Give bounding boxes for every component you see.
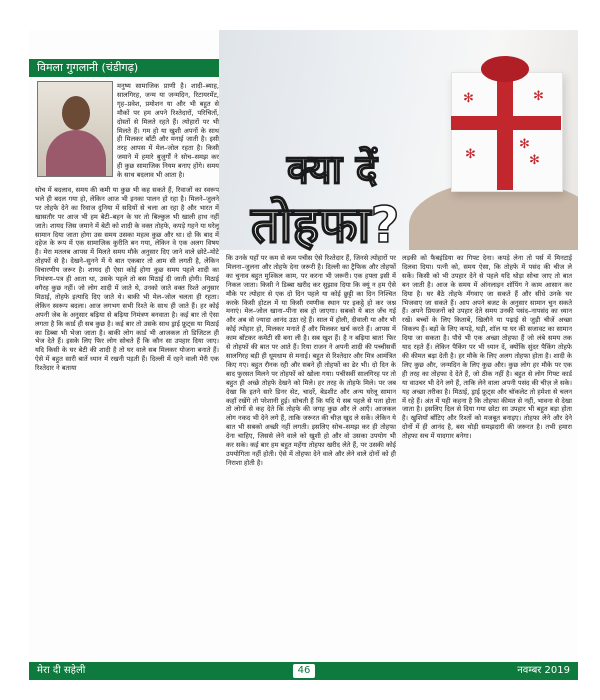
article-column-1: सोच में बदलाव, समय की कमी या कुछ भी कह सकते हैं, रिवाजों का स्वरूप भले ही बदल गया हो, लेकिन आज भी इनका पालन हो रहा है। मिलने–जुलने पर तोहफे देने का रिवाज दुनिया में सदियों से चला आ रहा है और भारत में खासतौर पर आज भी हम बेटी–बहन के घर तो बिल्कुल भी खाली हाथ नहीं जाते। शायद जिस जमाने में बेटी को शादी के वक्त तोहफे, कपड़े गहने या घरेलू सामान दिया जाता होगा उस समय उसका महत्व कुछ और था। दो कि बाद में दहेज के रूप में एक सामाजिक कुरीति बन गया, लेकिन वे एक अलग विषय है। मेरा मतलब आपस में मिलते समय मौके अनुसार दिए जाने वाले छोटे–मोटे तोहफों से है। देखने–सुनने में ये बात एकबार तो आम सी लगती है, लेकिन विचारणीय जरूर है। शायद ही ऐसा कोई होगा कुछ समय पहले शादी का निमंत्रण–पत्र ही आता था, उसके पहले तो बस मिठाई दी जाती होगी। मिठाई वगैरह कुछ नहीं। जो लोग शादी में जाते थे, उनको जाते वक्त रिश्ते अनुसार मिठाई, तोहफे इत्यादि दिए जाते थे। बाकी भी मेल–जोल चलता ही रहता। लेकिन स्वरूप बदला। आज लगभग सभी रिश्ते के साथ ही जाते हैं। हर कोई अपनी जेब के अनुसार बढ़िया से बढ़िया निमंत्रण बनवाता है। कई बार तो ऐसा लगता है कि कार्ड ही सब कुछ है। कई बार तो उसके साथ ड्राई फ्रूट्स या मिठाई का डिब्बा भी भेजा जाता है। बाकी लोग कार्ड भी आजकल तो डिजिटल ही भेज देते हैं। इसके लिए फिर लोग सोचते हैं कि कौन सा उपहार दिया जाए। यदि किसी के घर बेटी की शादी है तो घर वाले सब मिलकर योजना बनाते हैं। ऐसे में बहुत सारी बातें ध्यान में रखनी पड़ती हैं। दिल्ली में रहने वाली मेरी एक रिश्तेदार ने बताया [35, 186, 219, 373]
magazine-page [29, 30, 578, 680]
author-byline: विमला गुगलानी (चंडीगढ़) [29, 59, 219, 77]
article-title-line1: क्या दें [287, 147, 378, 193]
snowflake-icon: ✻ [465, 147, 476, 162]
article-column-2: कि उनके यहाँ पर कम से कम पचीस ऐसे रिश्तेदार हैं, जिनसे त्योहारों पर मिलना–जुलना और तोहफे देना जरूरी है। दिल्ली का ट्रैफिक और तोहफों का चुनाव बहुत मुश्किल काम, पर करना भी जरूरी। एक हफ्ता इसी में निकल जाता। किसी ने डिब्बा खरीद कर सुझाव दिया कि क्यूं न हम ऐसे मौके पर त्योहार से एक दो दिन पहले या कोई छुट्टी का दिन निश्चित करके किसी होटल में या किसी रमणीक स्थान पर इकट्ठे हो कर जश्न मनाएं। मेल–जोल खाना–पीना सब हो जाएगा। सबको ये बात जँच गई और अब वो ज्यादा आनंद उठा रहे हैं। साल में होली, दीवाली या और भी कोई त्योहार हो, मिलकर मनाते हैं और मिलकर खर्च करते हैं। आपस में काम बाँटकर कमेटी सी बना ली है। सब खुश हैं। है न बढ़िया बात! फिर से तोहफों की बात पर आते हैं। रिया राजन ने अपनी शादी की पच्चीसवीं सालगिरह बड़ी ही धूमधाम से मनाई। बहुत से रिश्तेदार और मित्र आमंत्रित किए गए। बहुत रौनक रही और सबने ही तोहफों का ढेर भी। दो दिन के बाद फुरसत मिलने पर तोहफों को खोला गया। पचीसवीं सालगिरह पर तो बहुत ही अच्छे तोहफे देखने को मिले। हर तरह के तोहफे मिले। पर जब देखा कि इतने सारे डिनर सेट, चादरें, बेडशीट और अन्य घरेलू सामान कहाँ रखेंगे तो परेशानी हुई। सोचती हैं कि यदि ये सब पहले से पता होता तो लोगों से कह देते कि तोहफे की जगह कुछ और ले आएँ। आजकल लोग नकद भी देने लगे हैं, ताकि जरूरत की चीज़ खुद ले सकें। लेकिन ये बात भी सबको अच्छी नहीं लगती। इसलिए सोच–समझ कर ही तोहफा देना चाहिए, जिससे लेने वाले को खुशी हो और वो उसका उपयोग भी कर सके। कई बार हम बहुत महँगा तोहफा खरीद लेते हैं, पर उसकी कोई उपयोगिता नहीं होती। ऐसे में तोहफा देने वाले और लेने वाले दोनों को ही निराशा होती है। [226, 254, 396, 467]
page-footer [29, 662, 578, 680]
gift-ribbon-vertical [497, 72, 513, 190]
snowflake-icon: ✻ [463, 91, 474, 106]
snowflake-icon: ✻ [533, 89, 544, 104]
author-photo [37, 81, 113, 177]
gift-bow [481, 56, 529, 82]
author-photo-head [62, 96, 90, 130]
issue-month: नवम्बर 2019 [517, 665, 570, 676]
article-intro-paragraph: मनुष्य सामाजिक प्राणी है। शादी–ब्याह, सालगिरह, जन्म या जन्मदिन, रिटायरमेंट, गृह–प्रवेश, प्रमोशन या और भी बहुत से मौकों पर हम अपने रिश्तेदारों, परिचितों, दोस्तों से मिलते रहते हैं। त्योहारों पर भी मिलते हैं। गम हो या खुशी अपनों के साथ ही मिलकर बाँटी और मनाई जाती है। इसी तरह आपस में मेल–जोल रहता है। किसी जमाने में हमारे बुजुर्गों ने सोच–समझ कर ही कुछ सामाजिक नियम बनाए होंगे। समय के साथ बदलाव भी आता है। [117, 82, 219, 180]
author-photo-body [46, 130, 106, 177]
article-title-line2: तोहफा? [251, 196, 400, 254]
snowflake-icon: ✻ [519, 137, 530, 152]
gift-ribbon-horizontal [451, 116, 561, 130]
page-number: 46 [293, 664, 315, 678]
magazine-name: मेरा दी सहेली [37, 665, 86, 676]
article-column-3: लड़की को फैबइंडिया का गिफ्ट देना। कपड़े लेना तो पर्स में मिनटाई दिलवा दिया। पत्नी को, समय ऐसा, कि तोहफे में पसंद की चीज ले सकें। किसी को भी उपहार देने से पहले यदि थोड़ा सोचा जाए तो बात बन जाती है। आज के समय में ऑनलाइन शॉपिंग ने काम आसान कर दिया है। घर बैठे तोहफे मँगवाए जा सकते हैं और सीधे उनके घर भिजवाए जा सकते हैं। आप अपने बजट के अनुसार सामान चुन सकते हैं। अपने प्रियजनों को उपहार देते समय उनकी पसंद–नापसंद का ध्यान रखें। बच्चों के लिए किताबें, खिलौने या पढ़ाई से जुड़ी चीजें अच्छा विकल्प हैं। बड़ों के लिए कपड़े, घड़ी, शॉल या घर की सजावट का सामान दिया जा सकता है। पौधे भी एक अच्छा तोहफा हैं जो लंबे समय तक याद रहते हैं। लेकिन पैकिंग पर भी ध्यान दें, क्योंकि सुंदर पैकिंग तोहफे की कीमत बढ़ा देती है। हर मौके के लिए अलग तोहफा होता है। शादी के लिए कुछ और, जन्मदिन के लिए कुछ और। कुछ लोग हर मौके पर एक ही तरह का तोहफा दे देते हैं, जो ठीक नहीं है। बहुत से लोग गिफ्ट कार्ड या वाउचर भी देने लगे हैं, ताकि लेने वाला अपनी पसंद की चीज़ ले सके। यह अच्छा तरीका है। मिठाई, ड्राई फ्रूट्स और चॉकलेट तो हमेशा से चलन में रहे हैं। अंत में यही कहना है कि तोहफा कीमत से नहीं, भावना से देखा जाता है। इसलिए दिल से दिया गया छोटा सा उपहार भी बहुत बड़ा होता है। खुशियाँ बाँटिए और रिश्तों को मजबूत बनाइए। तोहफा लेने और देने दोनों में ही आनंद है, बस थोड़ी समझदारी की जरूरत है। तभी हमारा तोहफा सच में यादगार बनेगा। [402, 254, 572, 441]
snowflake-icon: ✻ [529, 153, 540, 168]
